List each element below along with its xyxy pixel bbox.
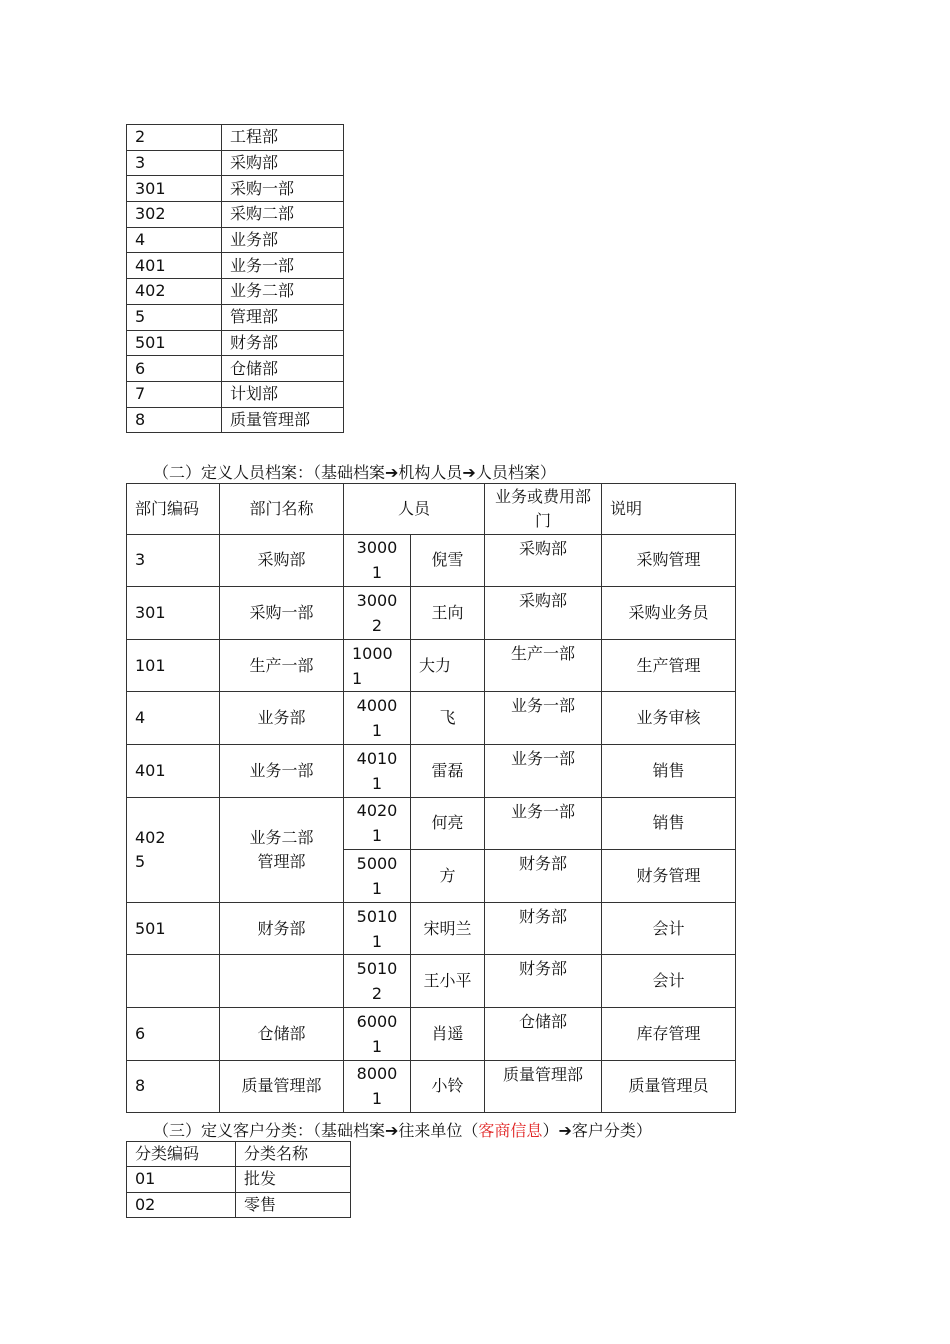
table-row	[127, 227, 344, 253]
table-row	[127, 1007, 736, 1060]
person-id-line1: 4020	[356, 801, 398, 821]
dept-code-cell: 402	[127, 279, 222, 305]
person-id-line2: 1	[371, 773, 383, 793]
person-name-cell: 雷磊	[411, 744, 485, 797]
table-row	[127, 176, 344, 202]
dept-code-cell: 4	[127, 227, 222, 253]
header-person: 人员	[344, 484, 485, 535]
table-row	[127, 955, 736, 1008]
person-id-line2: 1	[371, 826, 383, 846]
note-cell: 财务管理	[602, 850, 736, 903]
dept-code-cell: 501	[127, 330, 222, 356]
person-name-cell: 宋明兰	[411, 902, 485, 955]
header-class-code: 分类编码	[127, 1142, 236, 1167]
person-id-line2: 1	[371, 563, 383, 583]
header-note: 说明	[602, 484, 736, 535]
person-id-cell	[344, 534, 411, 587]
table-row	[127, 797, 736, 850]
dept-name-cell: 采购一部	[220, 587, 344, 640]
person-id-cell	[344, 1007, 411, 1060]
business-dept-cell: 财务部	[485, 902, 602, 955]
dept-name-cell: 业务部	[222, 227, 344, 253]
person-name-cell: 飞	[411, 692, 485, 745]
dept-name-cell: 财务部	[220, 902, 344, 955]
table-row	[127, 534, 736, 587]
business-dept-cell: 财务部	[485, 850, 602, 903]
heading-highlight: 客商信息	[478, 1121, 543, 1140]
dept-code-cell: 4	[127, 692, 220, 745]
dept-code-cell: 8	[127, 1060, 220, 1113]
heading-prefix: （三）定义客户分类：（基础档案➔往来单位（	[153, 1121, 479, 1140]
note-cell: 会计	[602, 955, 736, 1008]
note-cell: 质量管理员	[602, 1060, 736, 1113]
person-id-cell	[344, 797, 411, 850]
dept-code-cell: 5	[127, 304, 222, 330]
class-name-cell: 零售	[236, 1192, 351, 1217]
note-cell: 生产管理	[602, 639, 736, 692]
dept-name-cell	[220, 797, 344, 902]
dept-name-cell: 采购一部	[222, 176, 344, 202]
person-name-cell: 方	[411, 850, 485, 903]
person-id-line1: 4010	[356, 748, 398, 768]
class-name-cell: 批发	[236, 1167, 351, 1192]
business-dept-cell: 采购部	[485, 534, 602, 587]
person-name-cell: 何亮	[411, 797, 485, 850]
business-dept-cell: 质量管理部	[485, 1060, 602, 1113]
header-business-dept: 业务或费用部门	[485, 484, 602, 535]
person-id-line2: 1	[371, 721, 383, 741]
department-table	[126, 124, 344, 433]
dept-code-cell: 101	[127, 639, 220, 692]
note-cell: 采购业务员	[602, 587, 736, 640]
dept-name-line2: 管理部	[257, 851, 306, 871]
person-id-line1: 3000	[356, 538, 398, 558]
dept-name-cell: 业务二部	[222, 279, 344, 305]
table-row	[127, 902, 736, 955]
dept-name-cell: 业务一部	[222, 253, 344, 279]
table-row	[127, 381, 344, 407]
person-id-line2: 2	[371, 984, 383, 1004]
table-row	[127, 1060, 736, 1113]
dept-code-cell: 7	[127, 381, 222, 407]
person-id-line1: 5010	[356, 906, 398, 926]
dept-name-cell: 工程部	[222, 125, 344, 151]
person-id-cell	[344, 587, 411, 640]
table-row	[127, 304, 344, 330]
dept-code-line1: 402	[135, 827, 166, 847]
header-class-name: 分类名称	[236, 1142, 351, 1167]
person-id-line1: 6000	[356, 1011, 398, 1031]
person-name-cell: 王小平	[411, 955, 485, 1008]
business-dept-cell: 财务部	[485, 955, 602, 1008]
dept-name-cell: 仓储部	[222, 356, 344, 382]
business-dept-cell: 业务一部	[485, 797, 602, 850]
dept-code-cell	[127, 955, 220, 1008]
dept-name-cell: 采购部	[222, 150, 344, 176]
header-dept-name: 部门名称	[220, 484, 344, 535]
table-row	[127, 744, 736, 797]
dept-code-cell: 301	[127, 587, 220, 640]
note-cell: 业务审核	[602, 692, 736, 745]
dept-name-cell: 质量管理部	[220, 1060, 344, 1113]
class-code-cell: 01	[127, 1167, 236, 1192]
dept-name-cell: 生产一部	[220, 639, 344, 692]
table-row	[127, 202, 344, 228]
person-id-line2: 1	[371, 931, 383, 951]
dept-code-cell: 401	[127, 253, 222, 279]
person-id-line1: 8000	[356, 1064, 398, 1084]
heading-suffix: ）➔客户分类）	[542, 1121, 652, 1140]
dept-name-cell: 业务一部	[220, 744, 344, 797]
table-row	[127, 330, 344, 356]
dept-name-cell: 质量管理部	[222, 407, 344, 433]
table-row	[127, 587, 736, 640]
customer-class-table	[126, 1141, 351, 1218]
table-row	[127, 1192, 351, 1217]
note-cell: 采购管理	[602, 534, 736, 587]
person-id-cell	[344, 1060, 411, 1113]
table-row	[127, 253, 344, 279]
person-id-line1: 3000	[356, 590, 398, 610]
person-id-line1: 1000	[352, 643, 393, 663]
person-id-cell	[344, 744, 411, 797]
dept-code-cell: 401	[127, 744, 220, 797]
business-dept-cell: 业务一部	[485, 744, 602, 797]
dept-code-cell: 6	[127, 1007, 220, 1060]
person-id-line1: 4000	[356, 696, 398, 716]
personnel-table	[126, 483, 736, 1113]
person-id-cell	[344, 955, 411, 1008]
dept-code-cell: 501	[127, 902, 220, 955]
table-row	[127, 356, 344, 382]
business-dept-cell: 生产一部	[485, 639, 602, 692]
person-name-cell: 王向	[411, 587, 485, 640]
section-heading-personnel: （二）定义人员档案：（基础档案➔机构人员➔人员档案）	[153, 463, 556, 482]
dept-name-cell: 仓储部	[220, 1007, 344, 1060]
table-header-row	[127, 484, 736, 535]
table-row	[127, 407, 344, 433]
table-row	[127, 125, 344, 151]
person-id-line2: 1	[371, 1089, 383, 1109]
dept-name-cell: 财务部	[222, 330, 344, 356]
person-id-cell	[344, 850, 411, 903]
dept-code-cell: 302	[127, 202, 222, 228]
person-id-line2: 1	[352, 668, 363, 688]
note-cell: 销售	[602, 797, 736, 850]
table-header-row	[127, 1142, 351, 1167]
person-name-cell: 小铃	[411, 1060, 485, 1113]
person-id-line2: 2	[371, 615, 383, 635]
header-dept-code: 部门编码	[127, 484, 220, 535]
business-dept-cell: 业务一部	[485, 692, 602, 745]
table-row	[127, 639, 736, 692]
note-cell: 库存管理	[602, 1007, 736, 1060]
person-id-cell	[344, 902, 411, 955]
dept-code-line2: 5	[135, 851, 146, 871]
section-heading-customer-class	[153, 1118, 652, 1141]
dept-name-cell: 业务部	[220, 692, 344, 745]
table-row	[127, 279, 344, 305]
dept-code-cell: 3	[127, 534, 220, 587]
person-id-line2: 1	[371, 1036, 383, 1056]
person-id-cell	[344, 692, 411, 745]
table-row	[127, 692, 736, 745]
table-row	[127, 150, 344, 176]
dept-name-line1: 业务二部	[249, 827, 314, 847]
person-id-line1: 5010	[356, 959, 398, 979]
note-cell: 销售	[602, 744, 736, 797]
business-dept-cell: 采购部	[485, 587, 602, 640]
dept-name-cell: 管理部	[222, 304, 344, 330]
person-name-cell: 倪雪	[411, 534, 485, 587]
person-name-cell: 肖遥	[411, 1007, 485, 1060]
dept-code-cell: 8	[127, 407, 222, 433]
person-name-cell: 大力	[411, 639, 485, 692]
dept-name-cell: 采购部	[220, 534, 344, 587]
dept-code-cell: 3	[127, 150, 222, 176]
dept-code-cell	[127, 797, 220, 902]
person-id-line1: 5000	[356, 853, 398, 873]
person-id-line2: 1	[371, 878, 383, 898]
dept-code-cell: 6	[127, 356, 222, 382]
table-row	[127, 1167, 351, 1192]
dept-name-cell: 计划部	[222, 381, 344, 407]
note-cell: 会计	[602, 902, 736, 955]
dept-code-cell: 2	[127, 125, 222, 151]
business-dept-cell: 仓储部	[485, 1007, 602, 1060]
person-id-cell	[344, 639, 411, 692]
dept-name-cell: 采购二部	[222, 202, 344, 228]
class-code-cell: 02	[127, 1192, 236, 1217]
dept-code-cell: 301	[127, 176, 222, 202]
dept-name-cell	[220, 955, 344, 1008]
